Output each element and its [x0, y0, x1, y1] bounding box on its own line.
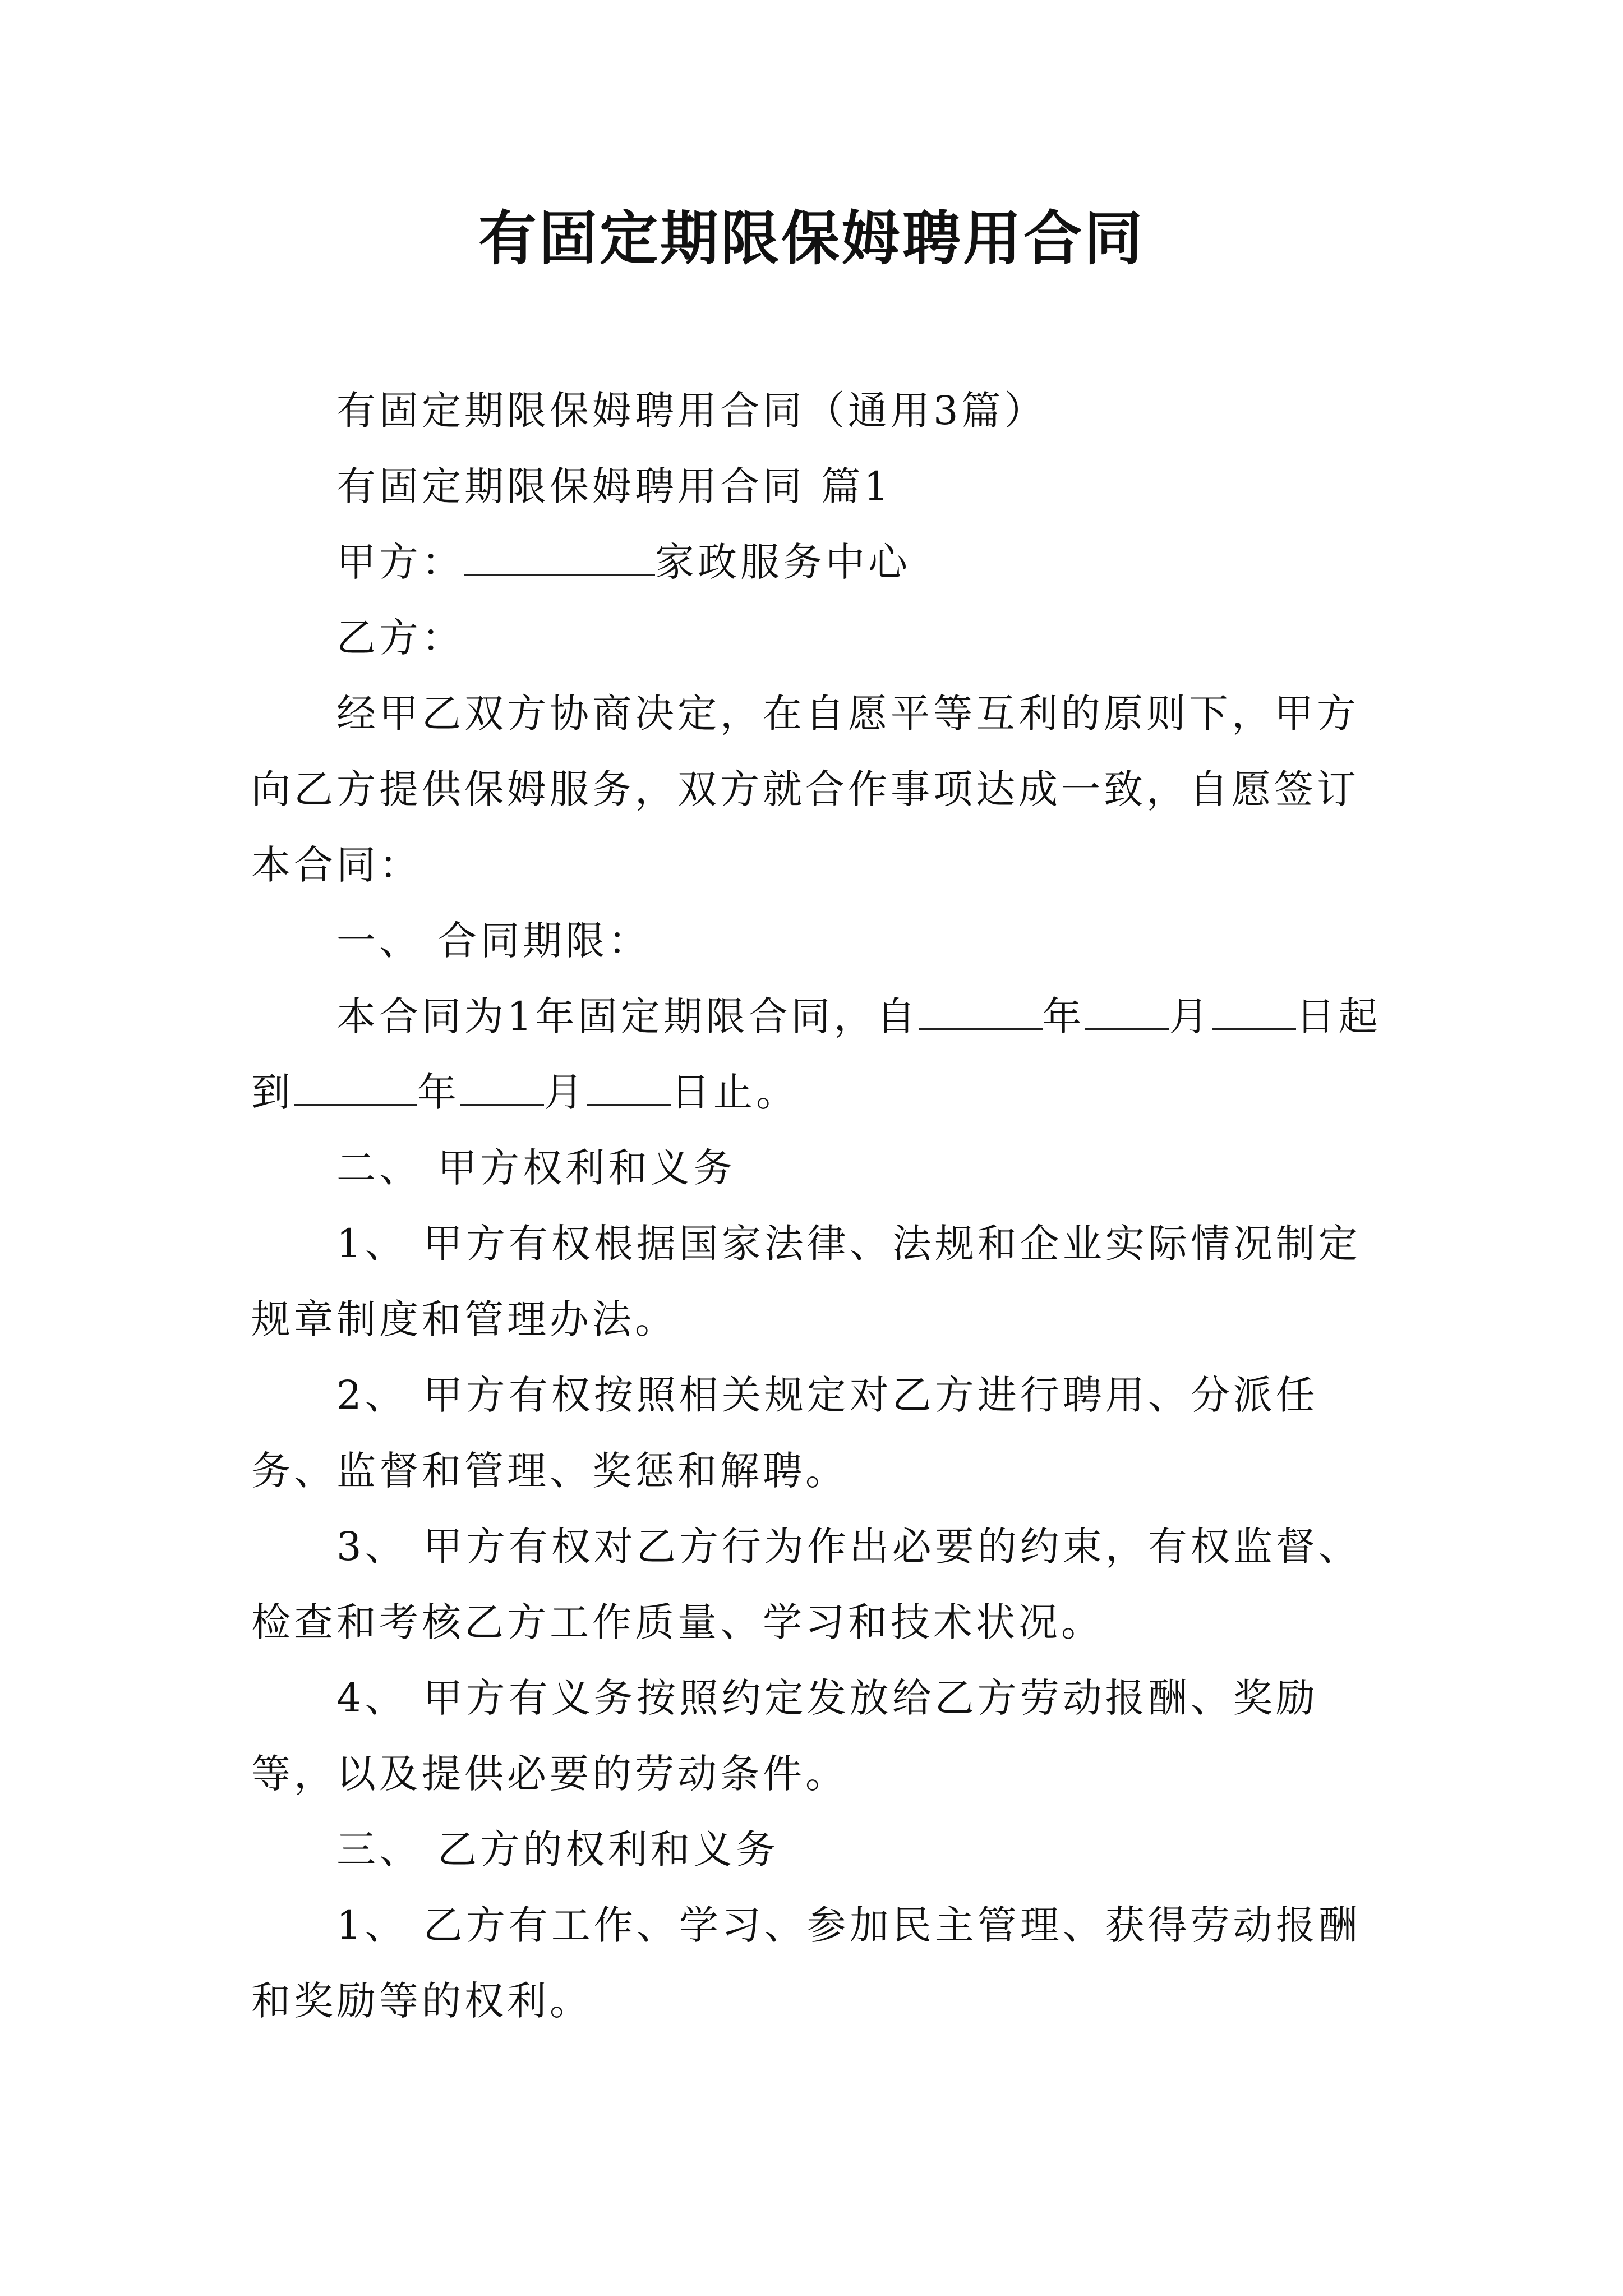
party-a-item-2: 2、 甲方有权按照相关规定对乙方进行聘用、分派任务、监督和管理、奖惩和解聘。	[251, 1372, 1318, 1494]
end-year-blank	[294, 1059, 417, 1106]
part-heading: 有固定期限保姆聘用合同 篇1	[336, 463, 892, 509]
document-title: 有固定期限保姆聘用合同	[478, 204, 1145, 273]
end-year-label: 年	[417, 1069, 460, 1115]
start-day-blank	[1212, 983, 1296, 1030]
party-a-label: 甲方：	[336, 539, 464, 585]
end-month-label: 月	[544, 1069, 587, 1115]
start-month-blank	[1085, 983, 1169, 1030]
intro-paragraph: 经甲乙双方协商决定，在自愿平等互利的原则下，甲方向乙方提供保姆服务，双方就合作事项达成一致，自愿签订本合同：	[251, 691, 1359, 888]
section2-heading: 二、 甲方权利和义务	[336, 1145, 736, 1191]
party-a-item-3: 3、 甲方有权对乙方行为作出必要的约束，有权监督、检查和考核乙方工作质量、学习和技术状况。	[251, 1524, 1361, 1645]
document-body	[251, 373, 1390, 2039]
party-a-name: 家政服务中心	[655, 539, 911, 585]
party-b-item-1: 1、 乙方有工作、学习、参加民主管理、获得劳动报酬和奖励等的权利。	[251, 1902, 1361, 2024]
end-day-label: 日止。	[671, 1069, 799, 1115]
end-month-blank	[460, 1059, 544, 1106]
party-a-blank	[464, 529, 655, 576]
term-to-text: 起到	[251, 993, 1381, 1115]
start-day-label: 日	[1295, 993, 1339, 1039]
section3-heading: 三、 乙方的权利和义务	[336, 1826, 779, 1872]
term-paragraph	[251, 979, 1390, 1130]
start-year-blank	[919, 983, 1043, 1030]
section1-heading: 一、 合同期限：	[336, 918, 651, 964]
start-month-label: 月	[1169, 993, 1212, 1039]
end-day-blank	[587, 1059, 671, 1106]
party-a-line	[251, 524, 1390, 600]
term-from-text: 本合同为1年固定期限合同，自	[336, 993, 919, 1039]
party-a-item-1: 1、 甲方有权根据国家法律、法规和企业实际情况制定规章制度和管理办法。	[251, 1221, 1361, 1342]
start-year-label: 年	[1042, 993, 1085, 1039]
subtitle: 有固定期限保姆聘用合同（通用3篇）	[336, 388, 1047, 434]
party-a-item-4: 4、 甲方有义务按照约定发放给乙方劳动报酬、奖励等，以及提供必要的劳动条件。	[251, 1675, 1318, 1797]
party-b-line: 乙方：	[336, 615, 464, 661]
